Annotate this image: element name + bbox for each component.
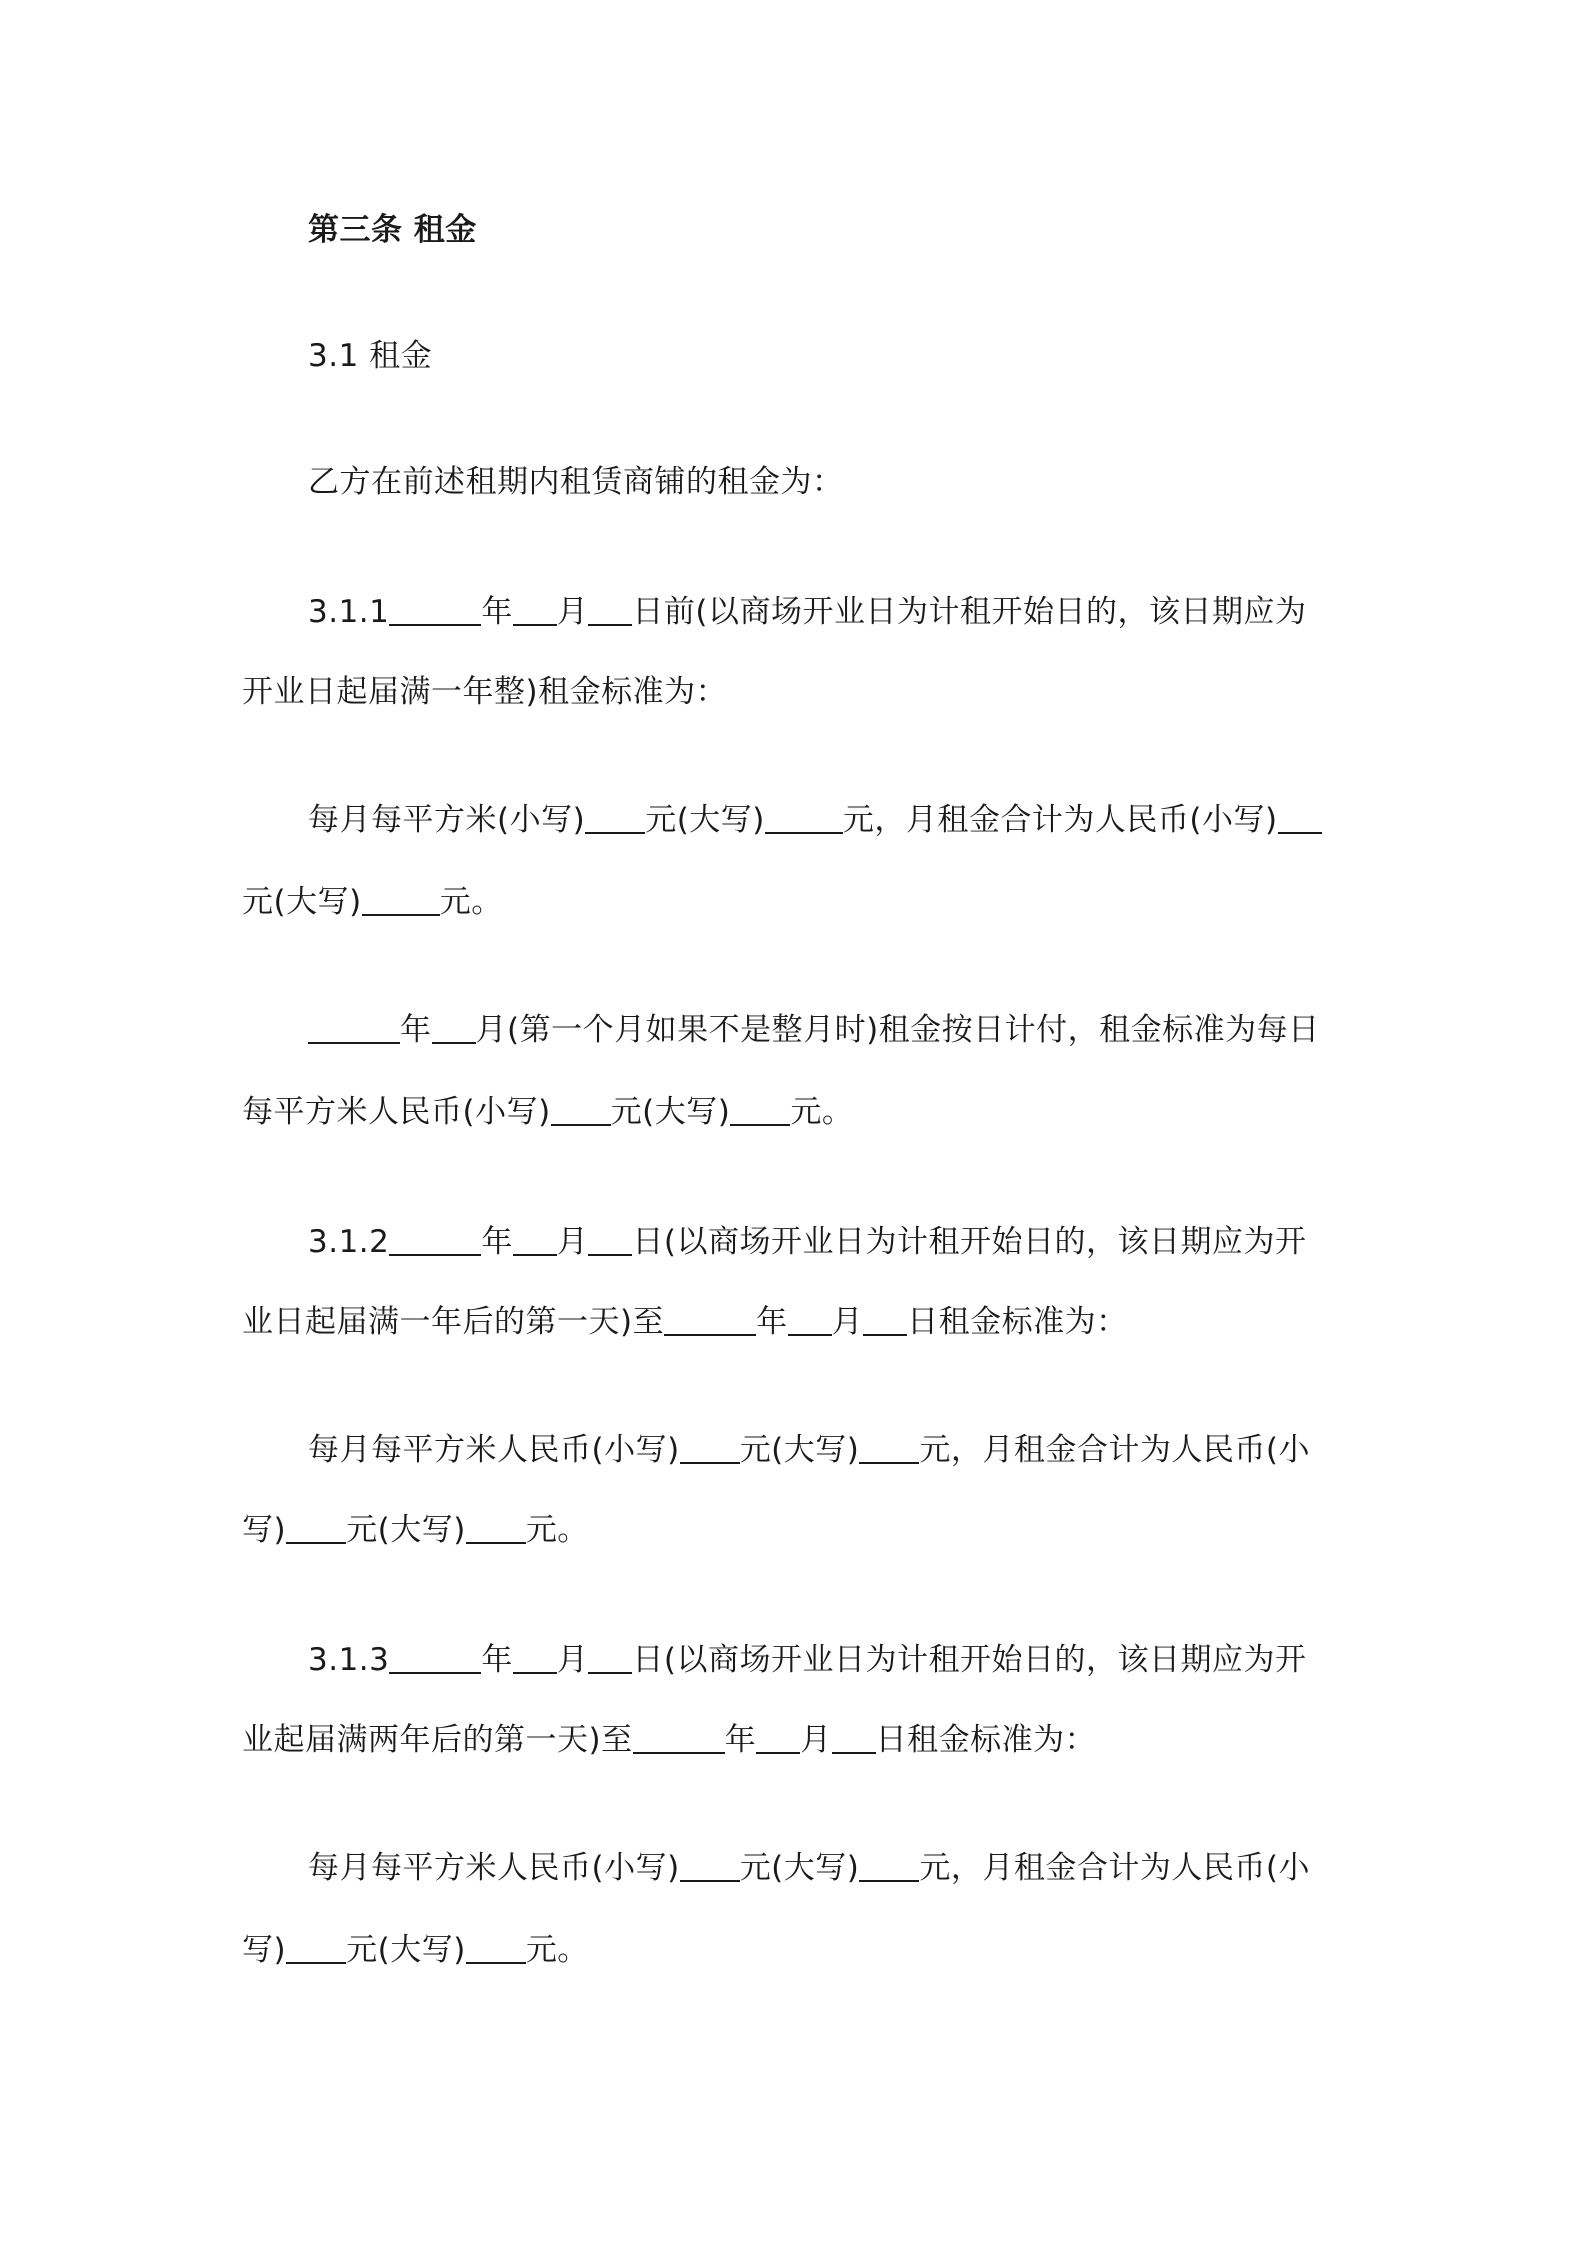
monthly-rate-line-2: [242, 882, 503, 922]
year-label: 年: [756, 1304, 788, 1340]
amount-blank[interactable]: [585, 804, 645, 834]
month-blank[interactable]: [513, 596, 557, 626]
clause-313-line-1: [308, 1640, 1306, 1680]
clause-text: 日(以商场开业日为计租开始日的，该日期应为开: [632, 1642, 1307, 1678]
clause-text: 月(第一个月如果不是整月时)租金按日计付，租金标准为每日: [475, 1012, 1320, 1048]
month-label: 月: [556, 1224, 589, 1260]
amount-blank[interactable]: [551, 1096, 611, 1126]
month-label: 月: [800, 1722, 832, 1758]
unit-label: 元(大写): [610, 1094, 731, 1130]
intro-paragraph: [308, 462, 844, 502]
amount-blank[interactable]: [680, 1852, 740, 1882]
clause-text: 日租金标准为：: [907, 1304, 1128, 1340]
unit-label: 元。: [525, 1932, 589, 1968]
unit-label: 写): [242, 1512, 287, 1548]
intro-text: 乙方在前述租期内租赁商铺的租金为：: [308, 464, 844, 500]
unit-label: 元(大写): [242, 884, 362, 920]
amount-blank[interactable]: [362, 886, 440, 916]
year-blank[interactable]: [633, 1724, 725, 1754]
rate-label: 每月每平方米人民币(小写): [308, 1432, 680, 1468]
month-blank[interactable]: [756, 1724, 800, 1754]
unit-label: 写): [242, 1932, 287, 1968]
day-blank[interactable]: [832, 1724, 876, 1754]
year-label: 年: [481, 1224, 513, 1260]
amount-blank[interactable]: [466, 1514, 526, 1544]
rate-label: 每月每平方米(小写): [308, 802, 586, 838]
clause-312-line-1: [308, 1222, 1306, 1262]
clause-text: 业起届满两年后的第一天)至: [242, 1722, 633, 1758]
article-title: [308, 210, 477, 250]
partial-month-line-1: [308, 1010, 1320, 1050]
section-heading: [308, 336, 432, 376]
rate-label: 每平方米人民币(小写): [242, 1094, 551, 1130]
amount-blank[interactable]: [859, 1434, 919, 1464]
clause-number: 3.1.1: [308, 594, 390, 630]
unit-label: 元，月租金合计为人民币(小: [919, 1432, 1310, 1468]
unit-label: 元。: [525, 1512, 589, 1548]
clause-312-rate-line-1: [308, 1430, 1310, 1470]
unit-label: 元(大写): [645, 802, 765, 838]
amount-blank[interactable]: [1278, 804, 1322, 834]
year-blank[interactable]: [664, 1306, 756, 1336]
clause-number: 3.1.2: [308, 1224, 390, 1260]
unit-label: 元，月租金合计为人民币(小写): [842, 802, 1278, 838]
year-blank[interactable]: [389, 596, 481, 626]
month-blank[interactable]: [513, 1644, 557, 1674]
amount-blank[interactable]: [286, 1934, 346, 1964]
clause-text: 业日起届满一年后的第一天)至: [242, 1304, 665, 1340]
month-label: 月: [831, 1304, 864, 1340]
clause-313-line-2: [242, 1720, 1096, 1760]
monthly-rate-line-1: [308, 800, 1322, 840]
amount-blank[interactable]: [466, 1934, 526, 1964]
month-blank[interactable]: [513, 1226, 557, 1256]
clause-313-rate-line-2: [242, 1930, 589, 1970]
article-title-text: 第三条 租金: [308, 212, 477, 248]
amount-blank[interactable]: [286, 1514, 346, 1544]
day-blank[interactable]: [588, 596, 632, 626]
clause-text: 日前(以商场开业日为计租开始日的，该日期应为: [632, 594, 1307, 630]
year-blank[interactable]: [389, 1226, 481, 1256]
month-label: 月: [556, 1642, 589, 1678]
year-label: 年: [400, 1012, 432, 1048]
month-blank[interactable]: [788, 1306, 832, 1336]
year-label: 年: [481, 1642, 513, 1678]
clause-311-line-2: [242, 672, 727, 712]
year-blank[interactable]: [389, 1644, 481, 1674]
clause-312-line-2: [242, 1302, 1128, 1342]
clause-text: 日(以商场开业日为计租开始日的，该日期应为开: [632, 1224, 1307, 1260]
year-blank[interactable]: [308, 1014, 400, 1044]
amount-blank[interactable]: [859, 1852, 919, 1882]
clause-number: 3.1.3: [308, 1642, 390, 1678]
clause-311-line-1: [308, 592, 1306, 632]
day-blank[interactable]: [588, 1644, 632, 1674]
amount-blank[interactable]: [765, 804, 843, 834]
day-blank[interactable]: [863, 1306, 907, 1336]
unit-label: 元，月租金合计为人民币(小: [919, 1850, 1310, 1886]
clause-313-rate-line-1: [308, 1848, 1310, 1888]
unit-label: 元(大写): [739, 1850, 860, 1886]
clause-text: 开业日起届满一年整)租金标准为：: [242, 674, 728, 710]
clause-312-rate-line-2: [242, 1510, 589, 1550]
year-label: 年: [481, 594, 513, 630]
amount-blank[interactable]: [730, 1096, 790, 1126]
unit-label: 元(大写): [346, 1932, 466, 1968]
unit-label: 元。: [790, 1094, 854, 1130]
amount-blank[interactable]: [680, 1434, 740, 1464]
rate-label: 每月每平方米人民币(小写): [308, 1850, 680, 1886]
day-blank[interactable]: [588, 1226, 632, 1256]
unit-label: 元(大写): [739, 1432, 860, 1468]
month-blank[interactable]: [432, 1014, 476, 1044]
month-label: 月: [556, 594, 589, 630]
partial-month-line-2: [242, 1092, 853, 1132]
year-label: 年: [724, 1722, 757, 1758]
section-heading-text: 3.1 租金: [308, 338, 433, 374]
unit-label: 元。: [439, 884, 503, 920]
clause-text: 日租金标准为：: [875, 1722, 1097, 1758]
unit-label: 元(大写): [346, 1512, 466, 1548]
